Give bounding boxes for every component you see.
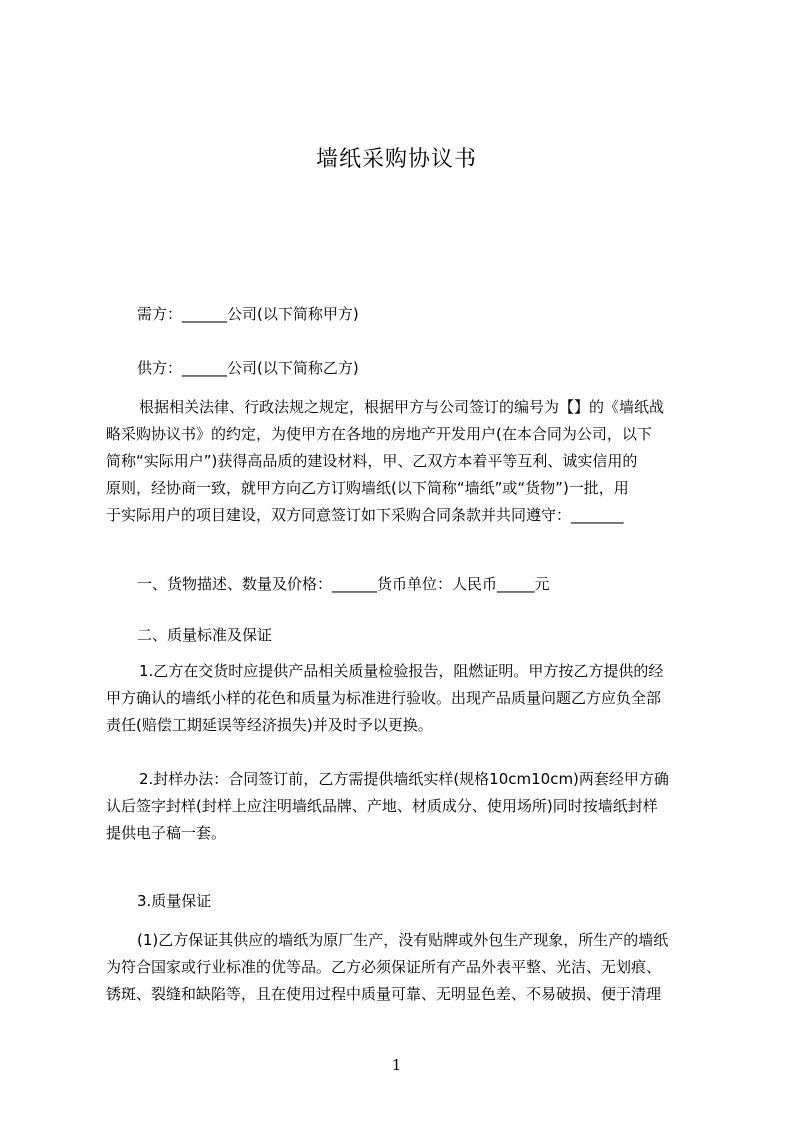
section-2-heading (0, 613, 793, 643)
paragraph-line: (1)乙方保证其供应的墙纸为原厂生产，没有贴牌或外包生产现象，所生产的墙纸 (137, 931, 669, 949)
supplier-line (0, 346, 793, 376)
section-2-text: 二、质量标准及保证 (137, 626, 273, 644)
paragraph-line: 原则，经协商一致，就甲方向乙方订购墙纸(以下简称“墙纸”或“货物”)一批，用 (106, 479, 629, 497)
paragraph-line: 认后签字封样(封样上应注明墙纸品牌、产地、材质成分、使用场所)同时按墙纸封样 (106, 797, 658, 815)
paragraph-line: 简称“实际用户”)获得高品质的建设材料，甲、乙双方本着平等互利、诚实信用的 (106, 452, 638, 470)
section-1-heading (0, 562, 793, 592)
paragraph-line: 略采购协议书》的约定，为使甲方在各地的房地产开发用户(在本合同为公司，以下 (106, 425, 652, 443)
paragraph-line: 1.乙方在交货时应提供产品相关质量检验报告，阻燃证明。甲方按乙方提供的经 (139, 662, 664, 680)
item-3-1-paragraph (0, 931, 793, 1003)
page-number: 1 (391, 1056, 402, 1074)
paragraph-line: 根据相关法律、行政法规之规定，根据甲方与公司签订的编号为【】的《墙纸战 (139, 398, 665, 416)
paragraph-line: 锈斑、裂缝和缺陷等，且在使用过程中质量可靠、无明显色差、不易破损、便于清理 (106, 985, 662, 1003)
paragraph-line: 为符合国家或行业标准的优等品。乙方必须保证所有产品外表平整、光洁、无划痕、 (106, 958, 662, 976)
buyer-line-text: 需方：______公司(以下简称甲方) (137, 305, 359, 323)
buyer-line (0, 292, 793, 322)
intro-paragraph (0, 398, 793, 524)
document-title: 墙纸采购协议书 (315, 147, 477, 172)
item-2-paragraph (0, 770, 793, 842)
paragraph-line: 于实际用户的项目建设，双方同意签订如下采购合同条款并共同遵守：_______ (106, 506, 624, 524)
item-3-heading-text: 3.质量保证 (137, 892, 212, 910)
item-3-heading (0, 879, 793, 909)
paragraph-line: 甲方确认的墙纸小样的花色和质量为标准进行验收。出现产品质量问题乙方应负全部 (106, 689, 662, 707)
supplier-line-text: 供方：______公司(以下简称乙方) (137, 359, 359, 377)
paragraph-line: 责任(赔偿工期延误等经济损失)并及时予以更换。 (106, 716, 433, 734)
section-1-text: 一、货物描述、数量及价格：______货币单位：人民币_____元 (137, 575, 550, 593)
item-1-paragraph (0, 662, 793, 734)
paragraph-line: 2.封样办法：合同签订前，乙方需提供墙纸实样(规格10cm10cm)两套经甲方确 (139, 770, 669, 788)
paragraph-line: 提供电子稿一套。 (106, 824, 227, 842)
